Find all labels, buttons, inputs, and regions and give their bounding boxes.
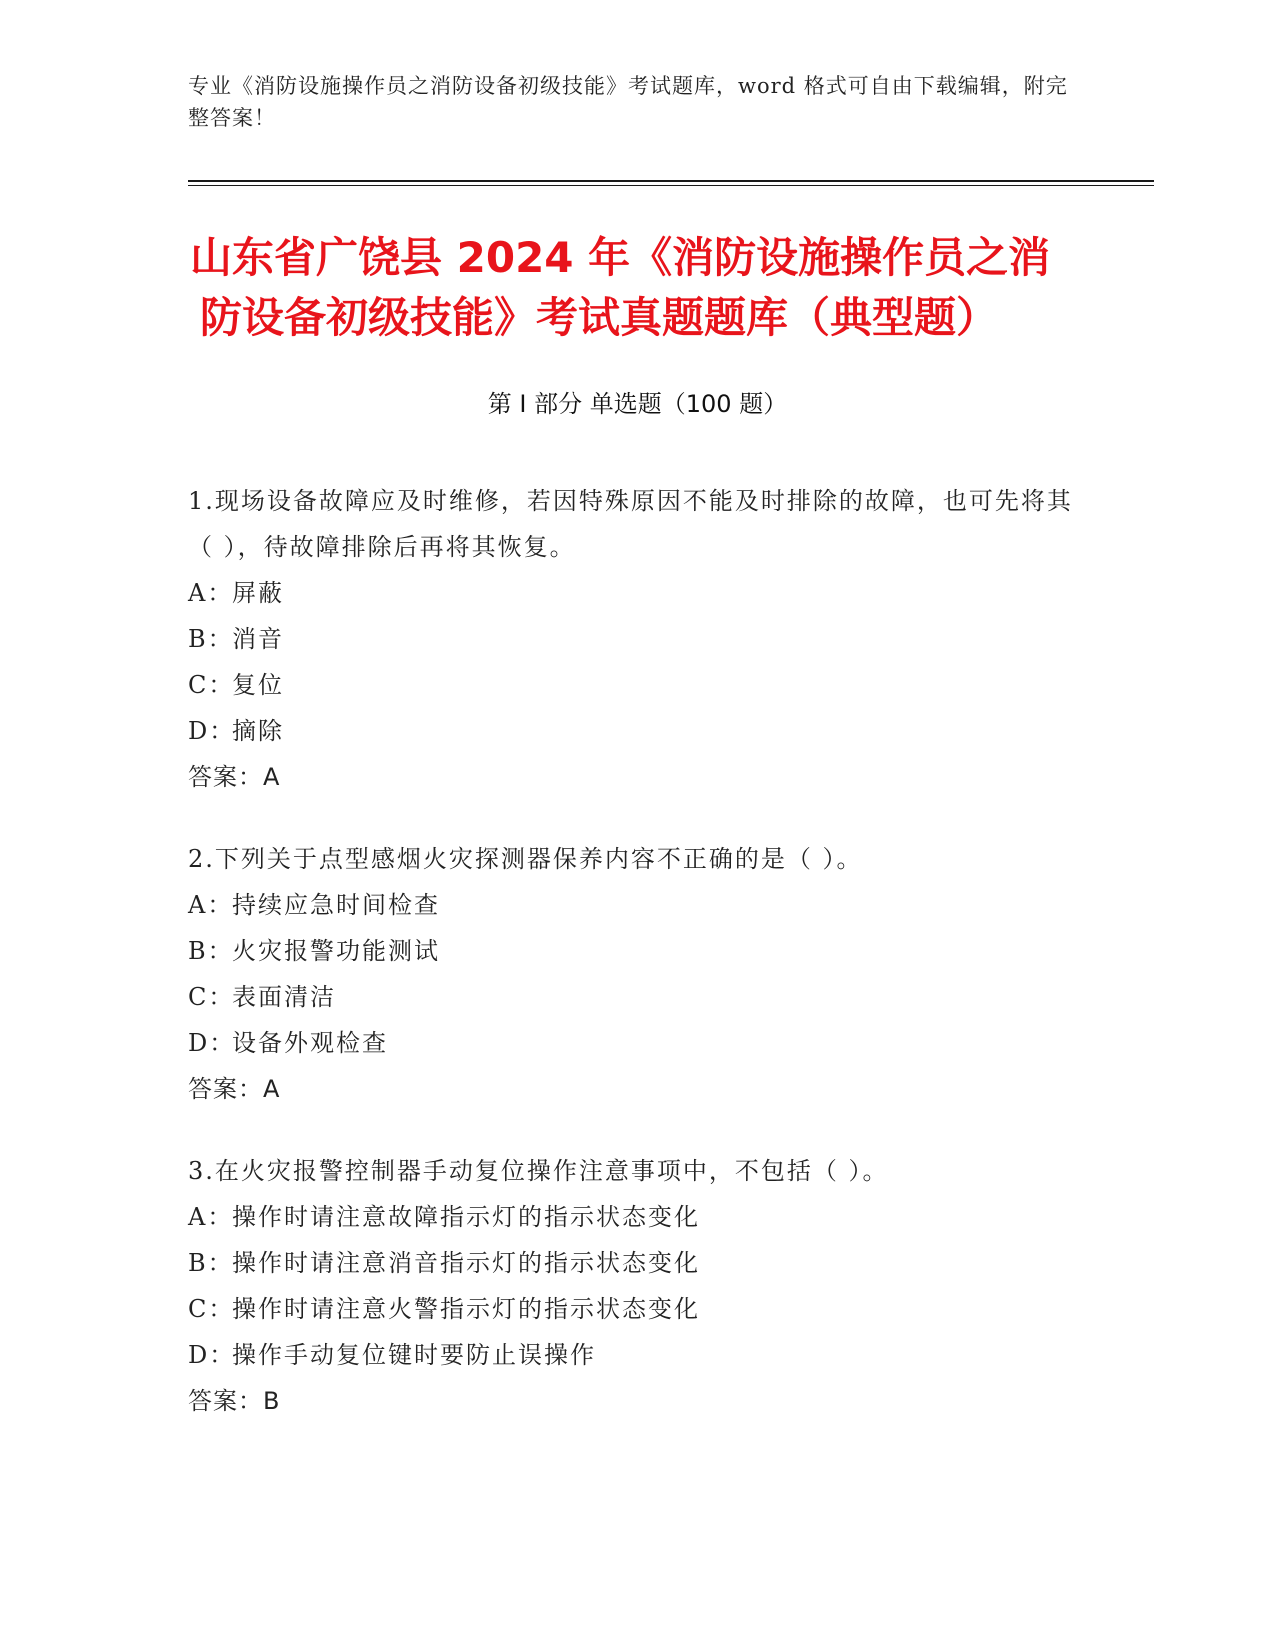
question-list [188, 478, 1088, 1424]
option-text: 复位 [232, 671, 284, 699]
question-1 [188, 478, 1088, 800]
option-text: 屏蔽 [232, 579, 284, 607]
option-text: 操作手动复位键时要防止误操作 [232, 1341, 596, 1369]
document-title-line-1: 山东省广饶县 2024 年《消防设施操作员之消 [190, 233, 1051, 282]
header-divider-thick [188, 180, 1154, 182]
question-2-answer: 答案：A [188, 1075, 281, 1103]
option-key: D： [188, 1341, 236, 1369]
option-text: 消音 [232, 625, 284, 653]
option-key: C： [188, 983, 235, 1011]
question-3-option-d [188, 1332, 1088, 1378]
question-1-text: 1.现场设备故障应及时维修，若因特殊原因不能及时排除的故障，也可先将其（ ），待故障排除后再将其恢复。 [188, 487, 1073, 561]
question-1-answer: 答案：A [188, 763, 281, 791]
header-note: 专业《消防设施操作员之消防设备初级技能》考试题库，word 格式可自由下载编辑，附完整答案！ [188, 74, 1068, 130]
question-3-option-b [188, 1240, 1088, 1286]
section-heading: 第 I 部分 单选题（100 题） [487, 390, 788, 418]
question-2-option-d [188, 1020, 1088, 1066]
question-3-option-a [188, 1194, 1088, 1240]
option-key: B： [188, 625, 234, 653]
option-key: C： [188, 671, 235, 699]
option-text: 摘除 [232, 717, 284, 745]
question-3-answer: 答案：B [188, 1387, 281, 1415]
option-key: C： [188, 1295, 235, 1323]
question-2-option-b [188, 928, 1088, 974]
question-3-option-c [188, 1286, 1088, 1332]
question-2-text: 2.下列关于点型感烟火灾探测器保养内容不正确的是（ ）。 [188, 845, 863, 873]
document-title [190, 228, 1090, 348]
question-2-option-a [188, 882, 1088, 928]
option-key: B： [188, 1249, 234, 1277]
question-2-option-c [188, 974, 1088, 1020]
question-1-option-b [188, 616, 1088, 662]
question-spacer [188, 800, 1088, 836]
question-1-option-d [188, 708, 1088, 754]
question-2 [188, 836, 1088, 1112]
option-text: 操作时请注意火警指示灯的指示状态变化 [232, 1295, 700, 1323]
question-3 [188, 1148, 1088, 1424]
question-1-option-c [188, 662, 1088, 708]
option-key: A： [188, 1203, 234, 1231]
option-text: 表面清洁 [232, 983, 336, 1011]
option-key: A： [188, 579, 234, 607]
option-text: 操作时请注意消音指示灯的指示状态变化 [232, 1249, 700, 1277]
option-key: D： [188, 717, 236, 745]
document-title-line-2: 防设备初级技能》考试真题题库（典型题） [200, 293, 999, 342]
question-spacer [188, 1112, 1088, 1148]
question-1-option-a [188, 570, 1088, 616]
option-text: 火灾报警功能测试 [232, 937, 440, 965]
option-text: 设备外观检查 [232, 1029, 388, 1057]
option-key: B： [188, 937, 234, 965]
option-text: 持续应急时间检查 [232, 891, 440, 919]
option-key: A： [188, 891, 234, 919]
option-key: D： [188, 1029, 236, 1057]
question-3-text: 3.在火灾报警控制器手动复位操作注意事项中，不包括（ ）。 [188, 1157, 889, 1185]
header-divider-thin [188, 185, 1154, 186]
option-text: 操作时请注意故障指示灯的指示状态变化 [232, 1203, 700, 1231]
